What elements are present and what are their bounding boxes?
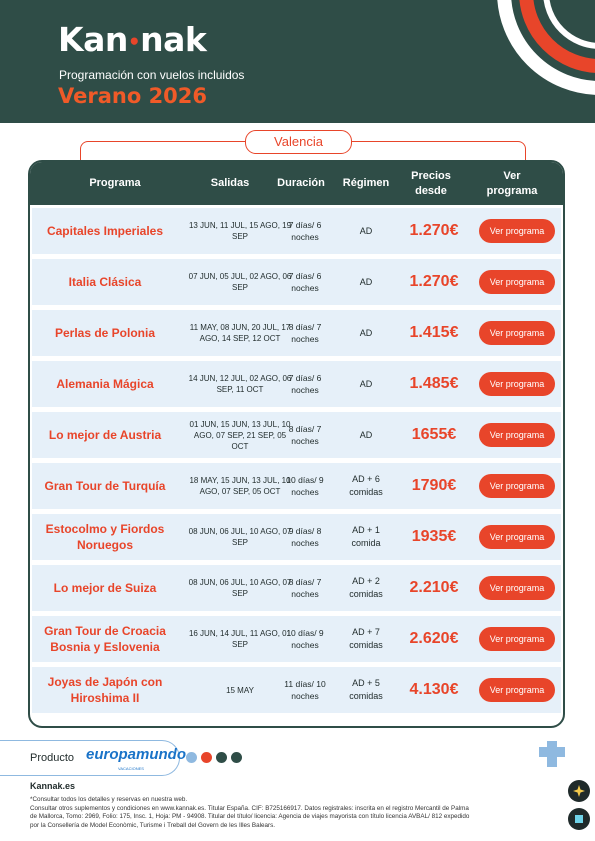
ver-programa-button[interactable]: Ver programa xyxy=(479,678,555,702)
ver-programa-button[interactable]: Ver programa xyxy=(479,372,555,396)
program-dates: 16 JUN, 14 JUL, 11 AGO, 01 SEP xyxy=(188,629,292,649)
program-duration: 10 días/ 9 noches xyxy=(286,628,324,650)
puzzle-icon xyxy=(537,739,567,769)
program-dates: 08 JUN, 06 JUL, 10 AGO, 07 SEP xyxy=(188,578,292,598)
program-regime: AD + 7 comidas xyxy=(349,627,383,650)
europamundo-subtitle: VACACIONES xyxy=(118,766,144,771)
program-price: 4.130€ xyxy=(409,681,459,698)
program-regime: AD xyxy=(359,327,373,338)
table-row xyxy=(32,259,561,305)
program-regime: AD + 5 comidas xyxy=(349,678,383,701)
program-name: Perlas de Polonia xyxy=(54,326,156,340)
ver-programa-button[interactable]: Ver programa xyxy=(479,525,555,549)
ver-programa-button[interactable]: Ver programa xyxy=(479,219,555,243)
program-duration: 11 días/ 10 noches xyxy=(284,679,326,701)
program-price: 1.485€ xyxy=(409,375,459,392)
table-row xyxy=(32,667,561,713)
table-row xyxy=(32,616,561,662)
program-duration: 8 días/ 7 noches xyxy=(288,322,322,344)
header-ver: Ver programa xyxy=(486,169,538,197)
program-name: Lo mejor de Suiza xyxy=(53,581,157,595)
ver-programa-button[interactable]: Ver programa xyxy=(479,423,555,447)
season-title: Verano 2026 xyxy=(58,84,208,108)
program-dates: 07 JUN, 05 JUL, 02 AGO, 06 SEP xyxy=(188,272,292,292)
programs-table xyxy=(28,160,565,728)
header-regimen: Régimen xyxy=(342,177,390,189)
header-salidas: Salidas xyxy=(210,177,250,189)
program-duration: 8 días/ 7 noches xyxy=(288,577,322,599)
program-price: 1790€ xyxy=(411,477,457,494)
website-link[interactable]: Kannak.es xyxy=(30,781,76,791)
program-dates: 08 JUN, 06 JUL, 10 AGO, 07 SEP xyxy=(188,527,292,547)
program-name: Gran Tour de Turquía xyxy=(44,479,166,493)
table-row xyxy=(32,412,561,458)
program-name: Capitales Imperiales xyxy=(46,224,164,238)
city-label: Valencia xyxy=(245,130,352,154)
ver-programa-button[interactable]: Ver programa xyxy=(479,627,555,651)
program-dates: 18 MAY, 15 JUN, 13 JUL, 10 AGO, 07 SEP, 05 OCT xyxy=(189,476,291,496)
program-name: Estocolmo y Fiordos Noruegos xyxy=(45,522,165,552)
decorative-arcs xyxy=(475,0,595,123)
table-row xyxy=(32,463,561,509)
program-name: Joyas de Japón con Hiroshima II xyxy=(47,675,163,705)
program-duration: 10 días/ 9 noches xyxy=(286,475,324,497)
program-name: Lo mejor de Austria xyxy=(48,428,162,442)
program-price: 1.270€ xyxy=(409,273,459,290)
program-dates: 14 JUN, 12 JUL, 02 AGO, 06 SEP, 11 OCT xyxy=(188,374,292,394)
program-duration: 7 días/ 6 noches xyxy=(288,373,322,395)
kannak-logo[interactable]: Kan•nak xyxy=(58,20,207,59)
legal-line: *Consultar todos los detalles y reservas en nuestra web. xyxy=(30,796,188,803)
program-regime: AD xyxy=(359,378,373,389)
program-duration: 9 días/ 8 noches xyxy=(288,526,322,548)
table-header xyxy=(30,162,563,205)
program-price: 1.270€ xyxy=(409,222,459,239)
program-regime: AD + 1 comida xyxy=(351,525,381,548)
program-duration: 7 días/ 6 noches xyxy=(288,220,322,242)
header-precios: Precios desde xyxy=(411,169,451,197)
table-row xyxy=(32,514,561,560)
program-dates: 15 MAY xyxy=(226,685,254,695)
table-row xyxy=(32,361,561,407)
decorative-dots xyxy=(186,752,242,763)
header-duracion: Duración xyxy=(277,177,325,189)
ver-programa-button[interactable]: Ver programa xyxy=(479,270,555,294)
program-duration: 7 días/ 6 noches xyxy=(288,271,322,293)
header-programa: Programa xyxy=(89,177,141,189)
program-regime: AD xyxy=(359,276,373,287)
legal-text xyxy=(30,796,560,830)
program-regime: AD + 2 comidas xyxy=(349,576,383,599)
program-price: 2.620€ xyxy=(409,630,459,647)
program-duration: 8 días/ 7 noches xyxy=(288,424,322,446)
program-dates: 11 MAY, 08 JUN, 20 JUL, 17 AGO, 14 SEP, 12 OCT xyxy=(189,323,291,343)
program-regime: AD xyxy=(359,429,373,440)
table-row xyxy=(32,310,561,356)
ver-programa-button[interactable]: Ver programa xyxy=(479,321,555,345)
legal-line: Consultar otros suplementos y condiciones en www.kannak.es. Titular España. CIF: B725166917. Datos registrales: inscrita en el registro Mercantil de Palma xyxy=(30,804,469,812)
program-name: Alemania Mágica xyxy=(56,377,154,391)
program-regime: AD + 6 comidas xyxy=(349,474,383,497)
assistant-badge-icon[interactable] xyxy=(568,780,590,802)
header-subtitle: Programación con vuelos incluidos xyxy=(59,68,245,82)
table-row xyxy=(32,565,561,611)
program-name: Gran Tour de Croacia Bosnia y Eslovenia xyxy=(44,624,166,654)
producto-label: Producto xyxy=(30,752,75,764)
program-dates: 01 JUN, 15 JUN, 13 JUL, 10 AGO, 07 SEP, 21 SEP, 05 OCT xyxy=(189,419,291,451)
legal-line: de Mallorca, Tomo: 2969, Folio: 175, Insc. 1, Hoja: PM - 94908. Titular del título/ licencia: Agencia de viajes mayorista con título licencia AVBAL/ 812 expedido xyxy=(30,813,470,821)
ver-programa-button[interactable]: Ver programa xyxy=(479,576,555,600)
tool-badge-icon[interactable] xyxy=(568,808,590,830)
europamundo-logo[interactable]: europamundo xyxy=(86,746,186,763)
program-price: 1.415€ xyxy=(409,324,459,341)
program-dates: 13 JUN, 11 JUL, 15 AGO, 19 SEP xyxy=(188,221,292,241)
ver-programa-button[interactable]: Ver programa xyxy=(479,474,555,498)
program-price: 1935€ xyxy=(411,528,457,545)
program-price: 1655€ xyxy=(411,426,457,443)
table-row xyxy=(32,208,561,254)
program-name: Italia Clásica xyxy=(68,275,142,289)
legal-line: por la Consellería de Model Econòmic, Turisme i Treball del Govern de les Illes Balears. xyxy=(30,821,275,829)
header-banner xyxy=(0,0,595,123)
program-price: 2.210€ xyxy=(409,579,459,596)
program-regime: AD xyxy=(359,225,373,236)
